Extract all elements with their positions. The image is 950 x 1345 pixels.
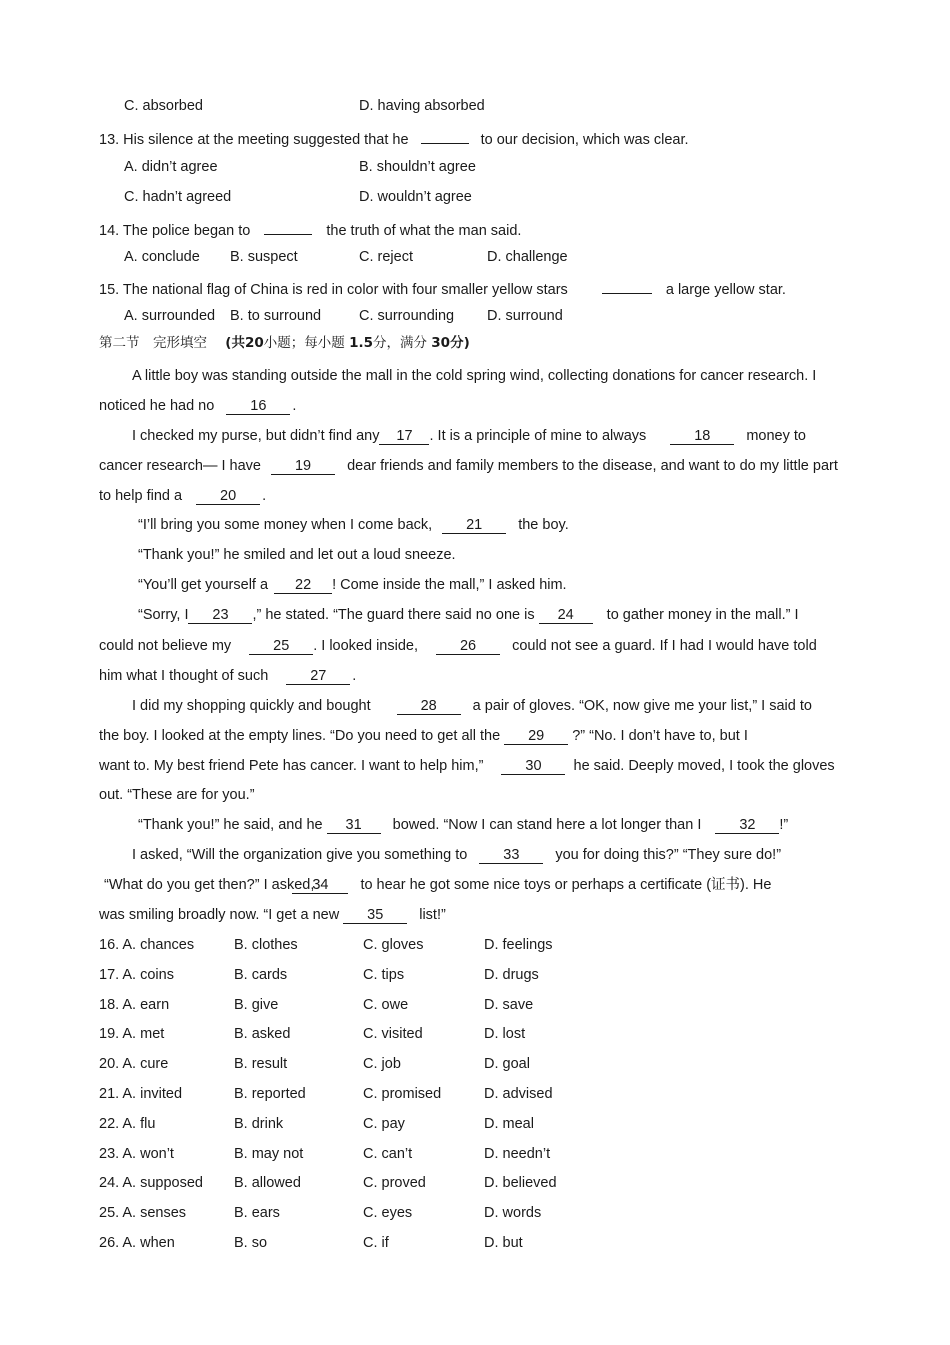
passage-text: “I’ll bring you some money when I come back,: [138, 517, 433, 533]
q14-blank: [264, 218, 312, 235]
q13-stem: [99, 127, 689, 149]
question-16-option-c: C. gloves: [363, 937, 424, 953]
question-19-option-b: B. asked: [234, 1026, 291, 1043]
question-21-option-d: D. advised: [484, 1086, 553, 1102]
question-25-option-a: 25. A. senses: [99, 1205, 187, 1222]
question-24-option-a: 24. A. supposed: [99, 1175, 203, 1192]
passage-text: could not see a guard. If I had I would have told: [512, 638, 817, 654]
question-17-option-d: D. drugs: [484, 966, 539, 983]
passage-text: the boy. I looked at the empty lines. “Do you need to get all the: [99, 728, 501, 744]
q15-stem-part-a: 15. The national flag of China is red in color with four smaller yellow stars: [99, 282, 568, 298]
question-23-option-a: 23. A. won’t: [99, 1145, 174, 1162]
question-16-option-a: 16. A. chances: [99, 937, 195, 953]
q14-stem-part-a: 14. The police began to: [99, 223, 251, 239]
q14-option-d: D. challenge: [487, 249, 568, 265]
passage-line: [99, 906, 446, 924]
passage-text: !”: [779, 817, 789, 833]
passage-text: money to: [746, 428, 806, 444]
question-25-option-c: C. eyes: [363, 1205, 413, 1222]
passage-text: “Sorry, I: [138, 607, 189, 623]
passage-line: [138, 516, 569, 534]
q15-option-c: C. surrounding: [359, 308, 455, 324]
question-18-option-c: C. owe: [363, 996, 409, 1013]
passage-line: [99, 727, 748, 745]
question-16-option-b: B. clothes: [234, 937, 298, 953]
passage-line: [138, 606, 799, 624]
blank-28: 28: [397, 698, 461, 715]
q15-option-b: B. to surround: [230, 308, 322, 324]
passage-line: [132, 697, 812, 715]
blank-24: 24: [539, 607, 593, 624]
passage-text: you for doing this?” “They sure do!”: [555, 847, 782, 863]
passage-line: [99, 637, 817, 655]
passage-text: “Thank you!” he said, and he: [138, 817, 323, 833]
question-24-option-c: C. proved: [363, 1175, 426, 1192]
q13-stem-part-a: 13. His silence at the meeting suggested that he: [99, 132, 409, 148]
section-title: 第二节 完形填空: [99, 335, 207, 351]
question-18-option-d: D. save: [484, 996, 534, 1013]
question-24-option-d: D. believed: [484, 1175, 557, 1192]
question-20-option-c: C. job: [363, 1056, 401, 1073]
blank-29: 29: [504, 728, 568, 745]
passage-text: I asked, “Will the organization give you something to: [132, 847, 468, 863]
blank-22: 22: [274, 577, 332, 594]
passage-text: to help find a: [99, 488, 183, 504]
passage-line: [104, 876, 771, 894]
question-26-option-a: 26. A. when: [99, 1235, 175, 1251]
q14-option-c: C. reject: [359, 249, 413, 265]
question-19-option-c: C. visited: [363, 1026, 423, 1043]
passage-text: to gather money in the mall.” I: [606, 607, 799, 623]
q14-option-a: A. conclude: [124, 249, 200, 265]
question-20-option-a: 20. A. cure: [99, 1056, 169, 1073]
question-22-option-b: B. drink: [234, 1115, 284, 1132]
blank-31: 31: [327, 817, 381, 834]
q15-option-d: D. surround: [487, 308, 563, 324]
blank-35: 35: [343, 907, 407, 924]
question-18-option-b: B. give: [234, 996, 279, 1013]
question-17-option-a: 17. A. coins: [99, 966, 174, 983]
passage-text: ?” “No. I don’t have to, but I: [572, 728, 748, 744]
passage-text: dear friends and family members to the disease, and want to do my little part: [347, 458, 838, 474]
passage-text: noticed he had no: [99, 398, 215, 414]
passage-text: I did my shopping quickly and bought: [132, 698, 371, 714]
blank-34: 34: [292, 877, 348, 894]
passage-text: ,” he stated. “The guard there said no one is: [252, 607, 535, 623]
question-23-option-b: B. may not: [234, 1145, 304, 1162]
passage-line: “Thank you!” he smiled and let out a loud sneeze.: [138, 547, 456, 563]
passage-text: could not believe my: [99, 638, 232, 654]
blank-20: 20: [196, 488, 260, 505]
section-per-question: 小题；每小题: [263, 335, 345, 351]
passage-text: bowed. “Now I can stand here a lot longer than I: [392, 817, 702, 833]
passage-line: [132, 846, 781, 864]
section-question-count: 20: [244, 335, 264, 351]
blank-26: 26: [436, 638, 500, 655]
blank-23: 23: [188, 607, 252, 624]
q15-option-a: A. surrounded: [124, 308, 216, 324]
passage-text: ! Come inside the mall,” I asked him.: [332, 577, 567, 593]
question-18-option-a: 18. A. earn: [99, 996, 170, 1013]
q13-option-d: D. wouldn’t agree: [359, 189, 472, 205]
blank-27: 27: [286, 668, 350, 685]
passage-text: “What do you get then?” I asked,: [104, 877, 315, 893]
passage-text: cancer research— I have: [99, 458, 261, 474]
q15-stem-part-b: a large yellow star.: [665, 282, 786, 298]
passage-text: “You’ll get yourself a: [138, 577, 269, 593]
blank-17: 17: [379, 428, 429, 445]
question-21-option-c: C. promised: [363, 1086, 442, 1102]
question-21-option-a: 21. A. invited: [99, 1086, 183, 1102]
q14-stem: [99, 218, 521, 240]
passage-text: was smiling broadly now. “I get a new: [99, 907, 340, 923]
blank-18: 18: [670, 428, 734, 445]
passage-line: [99, 457, 838, 475]
question-16-option-d: D. feelings: [484, 937, 553, 953]
question-19-option-d: D. lost: [484, 1026, 526, 1043]
q13-option-b: B. shouldn’t agree: [359, 159, 476, 175]
question-23-option-c: C. can’t: [363, 1145, 413, 1162]
passage-line: [99, 757, 835, 775]
q15-blank: [602, 277, 652, 294]
passage-line: noticed he had no 16 .: [99, 398, 297, 414]
passage-line: [132, 427, 806, 445]
passage-line: A little boy was standing outside the mall in the cold spring wind, collecting donations for cancer research. I: [132, 368, 817, 384]
question-19-option-a: 19. A. met: [99, 1026, 165, 1043]
passage-text: . It is a principle of mine to always: [429, 428, 647, 444]
section-total-label: 分，满分: [372, 335, 427, 351]
q13-option-c: C. hadn’t agreed: [124, 189, 232, 205]
question-22-option-a: 22. A. flu: [99, 1115, 156, 1132]
passage-text: to hear he got some nice toys or perhaps a certificate (证书). He: [360, 877, 772, 893]
question-26-option-d: D. but: [484, 1235, 523, 1251]
q12-option-d: D. having absorbed: [359, 98, 485, 114]
blank-16: 16: [226, 398, 290, 415]
question-17-option-b: B. cards: [234, 966, 288, 983]
passage-text: he said. Deeply moved, I took the gloves: [573, 758, 835, 774]
passage-text: the boy.: [518, 517, 569, 533]
passage-line: out. “These are for you.”: [99, 787, 255, 803]
passage-line: [138, 576, 567, 594]
question-26-option-c: C. if: [363, 1235, 389, 1251]
section-header: [99, 334, 470, 352]
question-26-option-b: B. so: [234, 1235, 268, 1251]
q14-option-b: B. suspect: [230, 249, 298, 265]
question-20-option-d: D. goal: [484, 1056, 530, 1073]
passage-text: list!”: [419, 907, 446, 923]
question-21-option-b: B. reported: [234, 1086, 306, 1102]
passage-text: . I looked inside,: [313, 638, 419, 654]
question-23-option-d: D. needn’t: [484, 1145, 551, 1162]
blank-33: 33: [479, 847, 543, 864]
passage-line: to help find a 20 .: [99, 488, 267, 504]
passage-line: him what I thought of such 27 .: [99, 668, 357, 684]
section-total-score: 30: [431, 335, 451, 351]
blank-25: 25: [249, 638, 313, 655]
q13-option-a: A. didn’t agree: [124, 159, 218, 175]
q13-blank: [421, 127, 469, 144]
section-paren-open: (共: [225, 335, 245, 351]
question-20-option-b: B. result: [234, 1056, 288, 1073]
passage-text: a pair of gloves. “OK, now give me your list,” I said to: [472, 698, 812, 714]
passage-text: him what I thought of such: [99, 668, 269, 684]
question-25-option-b: B. ears: [234, 1205, 280, 1222]
section-score-each: 1.5: [349, 335, 373, 351]
q14-stem-part-b: the truth of what the man said.: [326, 223, 522, 239]
passage-text: want to. My best friend Pete has cancer. I want to help him,”: [99, 758, 484, 774]
section-paren-close: 分): [450, 335, 470, 351]
question-24-option-b: B. allowed: [234, 1175, 301, 1192]
question-22-option-d: D. meal: [484, 1115, 534, 1132]
question-17-option-c: C. tips: [363, 966, 405, 983]
blank-19: 19: [271, 458, 335, 475]
question-25-option-d: D. words: [484, 1205, 542, 1222]
q13-stem-part-b: to our decision, which was clear.: [480, 132, 689, 148]
blank-30: 30: [501, 758, 565, 775]
passage-line: [138, 816, 788, 834]
blank-21: 21: [442, 517, 506, 534]
passage-text: I checked my purse, but didn’t find any: [132, 428, 380, 444]
q15-stem: [99, 277, 786, 299]
question-22-option-c: C. pay: [363, 1115, 405, 1132]
q12-option-c: C. absorbed: [124, 98, 203, 114]
blank-32: 32: [715, 817, 779, 834]
